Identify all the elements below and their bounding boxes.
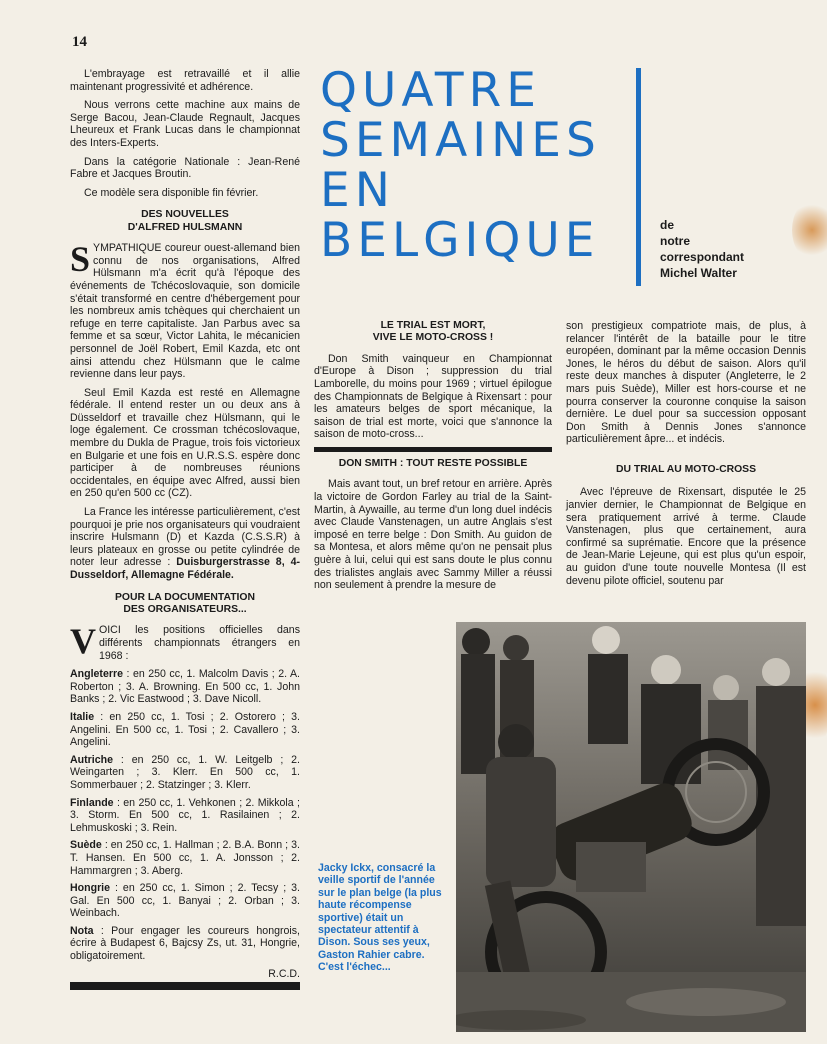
championship-entry: Hongrie : en 250 cc, 1. Simon ; 2. Tecsy ; 3. Gal. En 500 cc, 1. Banyai ; 2. Orban ; 3. Weinbach. [70,882,300,920]
headline: QUATRE SEMAINES EN BELGIQUE [320,63,601,268]
paragraph: Nous verrons cette machine aux mains de Serge Bacou, Jean-Claude Regnault, Jacques Lheureux et Frank Lucas dans le championnat des Inters-Experts. [70,99,300,149]
dropcap: S [70,239,91,280]
paragraph: La France les intéresse particulièrement, c'est pourquoi je prie nos organisateurs qui voudraient inscrire Hulsmann (D) et Kazda (C.S.S.R) à leurs plateaux en grosse ou petite cylindrée de noter leur adresse : Duisburgerstrasse 8, 4-Dusseldorf, Allemagne Fédérale. [70,506,300,581]
paragraph: Seul Emil Kazda est resté en Allemagne fédérale. Il entend rester un ou deux ans à Düsseldorf et travaille chez Hülsmann, qui le loge également. Ce crossman tchécoslovaque, membre du Dukla de Prague, trois fois victorieux en Bulgarie et une fois en U.R.S.S. espère donc participer à de nombreuses réunions occidentales, en équipe avec Alfred, aussi bien en 250 qu'en 500 cc (CZ). [70,386,300,500]
championship-entry: Finlande : en 250 cc, 1. Vehkonen ; 2. Mikkola ; 3. Storm. En 500 cc, 1. Rasilainen ; 2. Lehmuskoski ; 3. Rein. [70,796,300,834]
left-column [70,68,300,980]
championship-entry: Nota : Pour engager les coureurs hongrois, écrire à Budapest 6, Bajcsy Zs, ut. 31, Hongrie, obligatoirement. [70,924,300,963]
section-title-hulsmann: DES NOUVELLES D'ALFRED HULSMANN [127,209,243,233]
bottom-rule [70,982,300,990]
motocross-photo [456,622,806,1032]
championship-entry: Italie : en 250 cc, 1. Tosi ; 2. Ostorero ; 3. Angelini. En 500 cc, 1. Tosi ; 2. Cavallero ; 3. Angelini. [70,710,300,749]
photo-illustration [456,622,806,1032]
championship-entry: Suède : en 250 cc, 1. Hallman ; 2. B.A. Bonn ; 3. T. Hansen. En 500 cc, 1. A. Jonsson ; 2. Hammargren ; 3. Aberg. [70,839,300,877]
championship-entry: Autriche : en 250 cc, 1. W. Leitgelb ; 2. Weingarten ; 3. Klerr. En 500 cc, 1. Sommerbauer ; 2. Statzinger ; 3. Klerr. [70,753,300,791]
photo-caption: Jacky Ickx, consacré la veille sportif de l'année sur le plan belge (la plus haute récompense sportive) était un spectateur attentif à Dison. Sous ses yeux, Gaston Rahier cabre. C'est l'échec... [318,862,442,974]
paragraph: Don Smith vainqueur en Championnat d'Europe à Dison ; suppression du trial Lamborelle, du moins pour 1969 ; virtuel épilogue des Championnats de Belgique à Rixensart : pour les amateurs belges de sport mécanique, la saison de trial est morte, voici que s'annonce la saison de moto-cross... [314,352,552,441]
paragraph: SYMPATHIQUE coureur ouest-allemand bien connu de nos organisations, Alfred Hülsmann m'a écrit qu'à l'époque des événements de Tchécoslovaquie, son domicile s'était transformé en centre d'hébergement pour les nombreux amis tchèques qui cherchaient un refuge en terre capitaliste. Jan Parbus avec sa femme et sa sœur, Victor Lahita, le mécanicien personnel de Joël Robert, Emil Kazda, etc ont ainsi attendu chez Hülsmann que le calme revienne dans leur pays. [70,239,300,381]
right-column [566,320,806,593]
section-title-documentation: POUR LA DOCUMENTATION DES ORGANISATEURS... [114,591,256,615]
section-rule [314,447,552,452]
paragraph: Avec l'épreuve de Rixensart, disputée le 25 janvier dernier, le Championnat de Belgique en sera pratiquement arrivé à terme. Claude Vanstenagen, plus que certainement, aura confirmé sa suprématie. Encore que la présence de Jean-Marie Lejeune, qui est plus qu'un espoir, au guidon d'une toute nouvelle Montesa (Il est devenu pilote officiel, soutenu par [566,486,806,587]
headline-bar [636,68,641,286]
paragraph: VOICI les positions officielles dans différents championnats étrangers en 1968 : [70,621,300,662]
paragraph: Mais avant tout, un bref retour en arrière. Après la victoire de Gordon Farley au trial de la Saint-Martin, à Aywaille, au terme d'un long duel indécis avec Claude Vanstenagen, un autre Anglais s'est imposé en terre belge : Don Smith. Au guidon de sa Montesa, et alors même qu'on ne pensait plus guère à lui, celui qui est sans doute le plus connu des trialistes anglais avec Sammy Miller a réussi non seulement à prendre la mesure de [314,478,552,592]
paragraph: Dans la catégorie Nationale : Jean-René Fabre et Jacques Broutin. [70,155,300,181]
dropcap: V [70,621,96,662]
section-title-moto-cross: DU TRIAL AU MOTO-CROSS [615,463,757,475]
paragraph: Ce modèle sera disponible fin février. [84,186,259,199]
championship-entry: Angleterre : en 250 cc, 1. Malcolm Davis ; 2. A. Roberton ; 3. A. Browning. En 500 cc, 1. John Banks ; 2. Vic Eastwood ; 3. Dave Nicoll. [70,668,300,706]
section-title-don-smith: DON SMITH : TOUT RESTE POSSIBLE [338,457,528,469]
paragraph: son prestigieux compatriote mais, de plus, à relancer l'intérêt de la bataille pour le titre européen, dominant par la même occasion Dennis Jones, le héros du début de saison. Alors qu'il reste deux manches à disputer (Angleterre, le 2 mars puis Suède), Miller est hors-course et ne pourra conserver la couronne conquise la saison dernière. Le duel pour sa succession opposant Don Smith à Dennis Jones s'annonce particulièrement âpre... et indécis. [566,320,806,446]
middle-column [314,320,552,598]
byline: de notre correspondant Michel Walter [660,218,745,280]
signature: R.C.D. [268,967,300,980]
address: Duisburgerstrasse 8, 4-Dusseldorf, Allemagne Fédérale. [70,556,300,581]
section-title-trial: LE TRIAL EST MORT, VIVE LE MOTO-CROSS ! [372,320,494,344]
page-number: 14 [72,34,87,50]
paragraph: L'embrayage est retravaillé et il allie maintenant progressivité et adhérence. [70,68,300,93]
